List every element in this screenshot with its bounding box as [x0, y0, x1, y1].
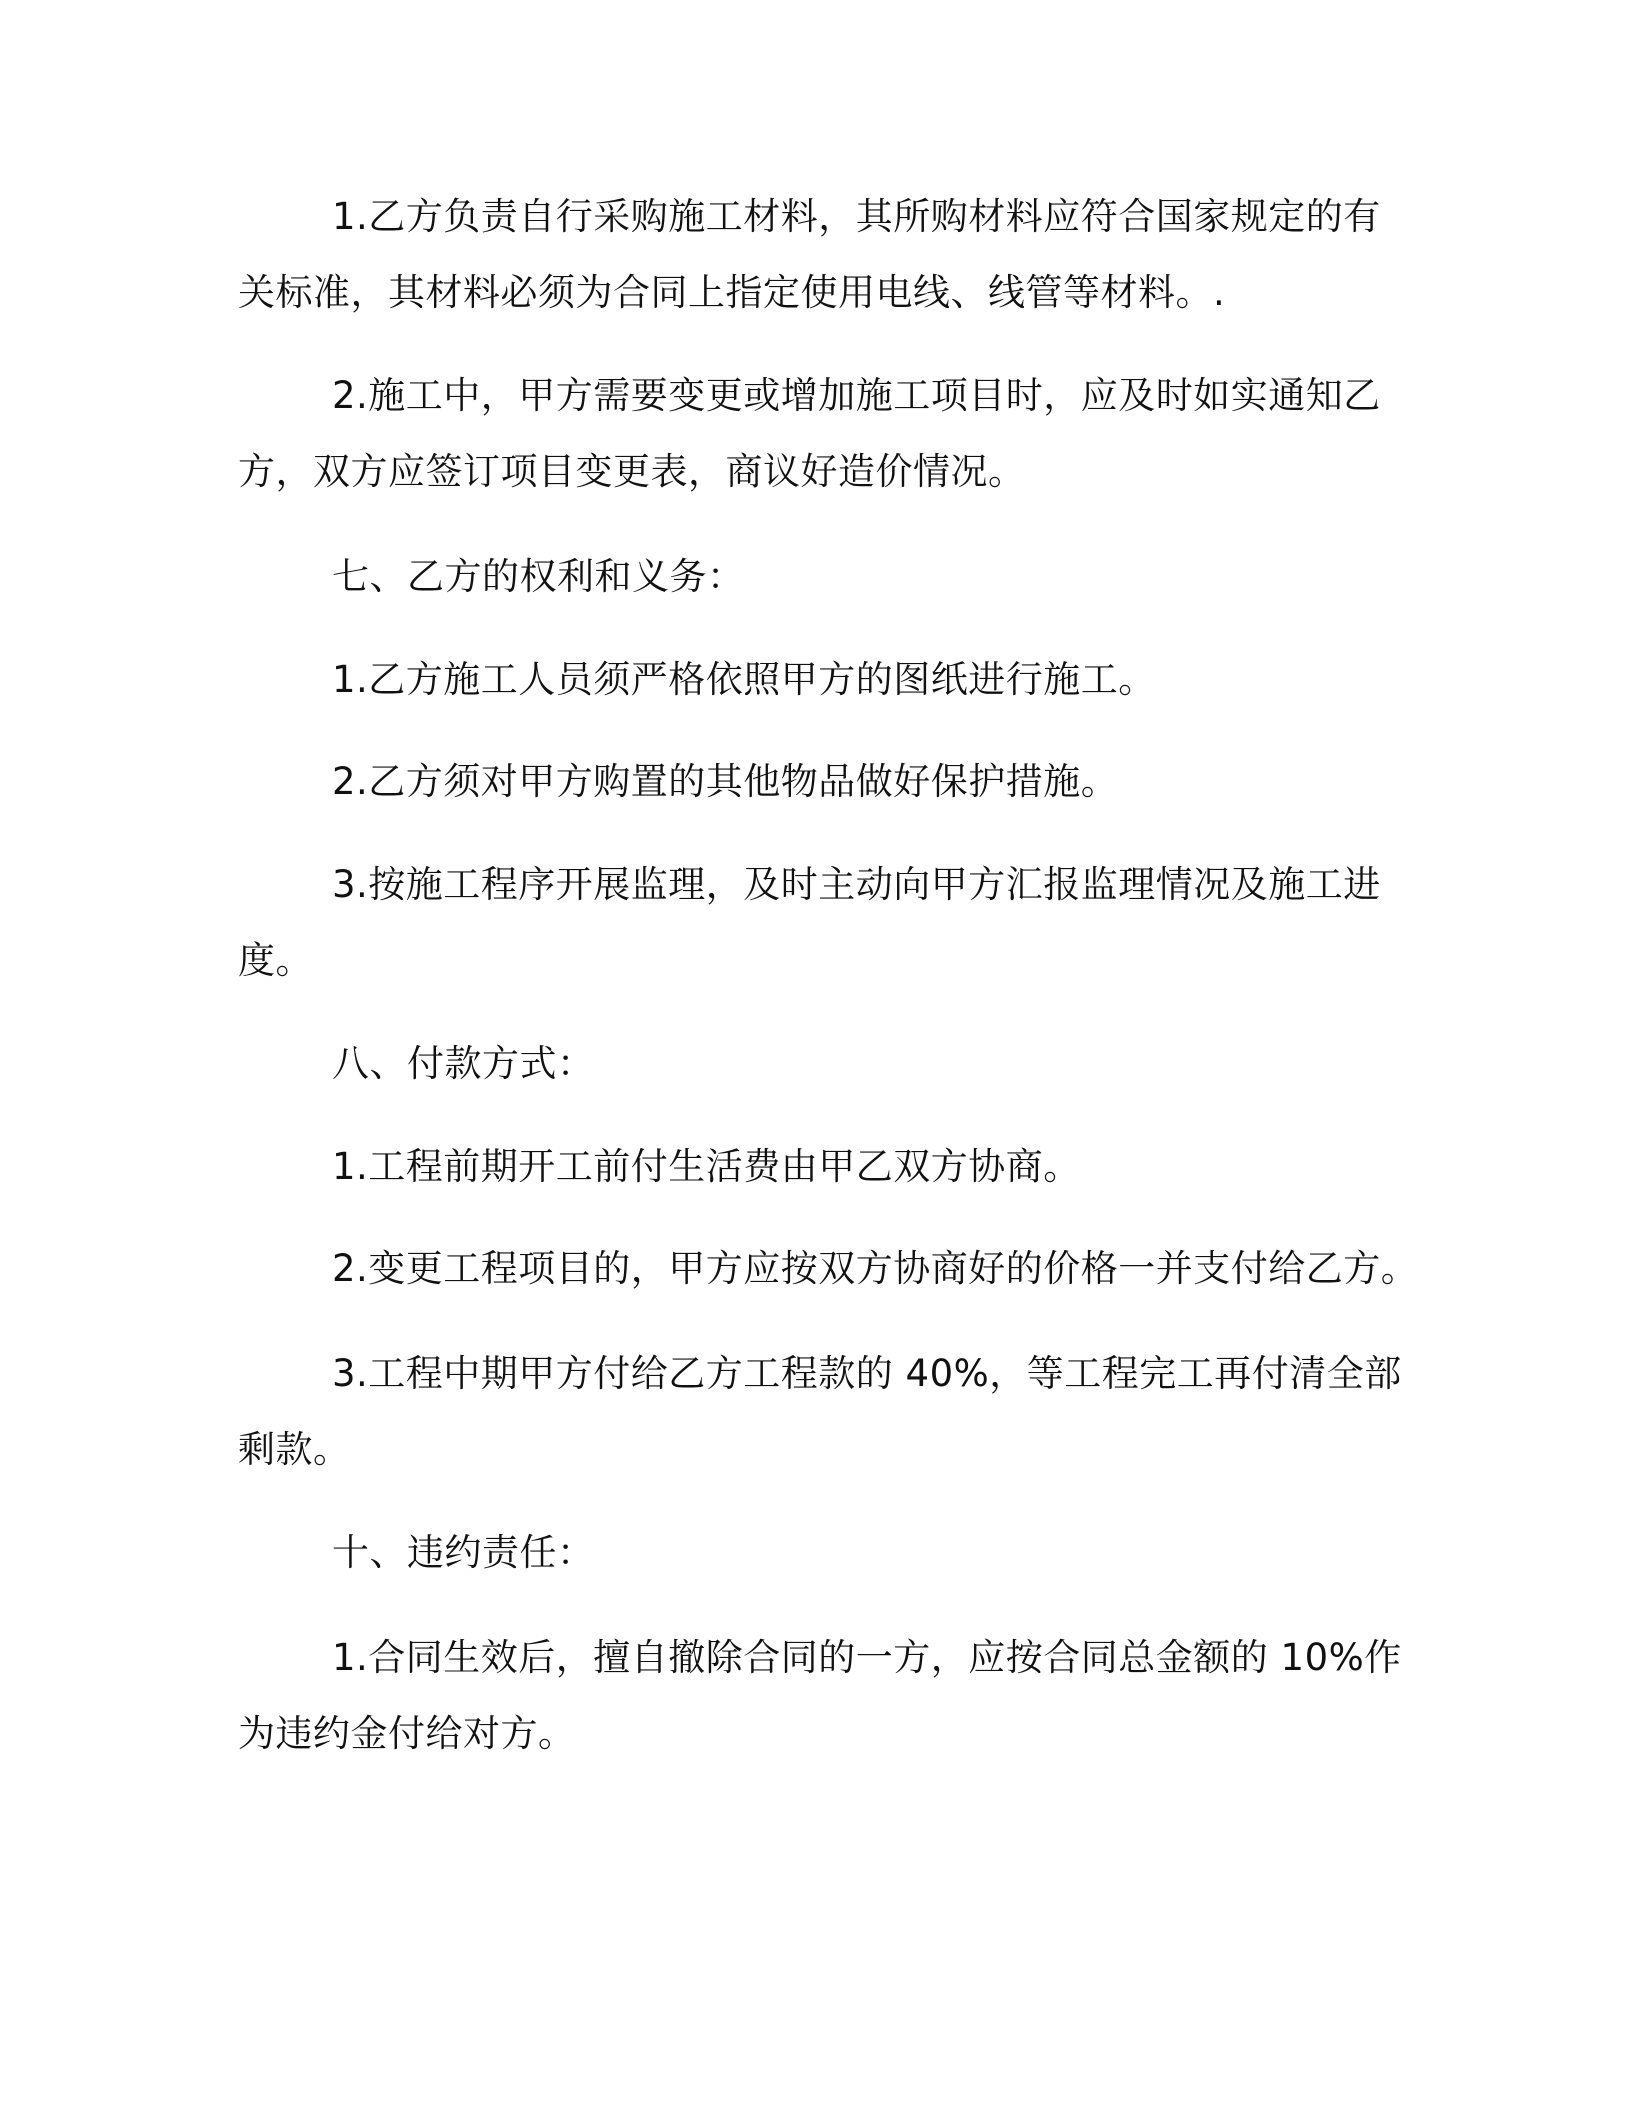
paragraph-7-line-1: 2.变更工程项目的，甲方应按双方协商好的价格一并支付给乙方。 — [332, 1247, 1419, 1290]
paragraph-9-line-2: 为违约金付给对方。 — [238, 1712, 576, 1755]
section-heading-8: 八、付款方式： — [332, 1042, 595, 1085]
paragraph-2-line-2: 方，双方应签订项目变更表，商议好造价情况。 — [238, 450, 1026, 493]
paragraph-4-line-1: 2.乙方须对甲方购置的其他物品做好保护措施。 — [332, 760, 1119, 803]
paragraph-8-line-1: 3.工程中期甲方付给乙方工程款的 40%，等工程完工再付清全部 — [332, 1352, 1402, 1395]
section-heading-7: 七、乙方的权利和义务： — [332, 555, 745, 598]
paragraph-9-line-1: 1.合同生效后，擅自撤除合同的一方，应按合同总金额的 10%作 — [332, 1636, 1402, 1679]
section-heading-10: 十、违约责任： — [332, 1531, 595, 1574]
paragraph-1-line-1: 1.乙方负责自行采购施工材料，其所购材料应符合国家规定的有 — [332, 195, 1381, 238]
paragraph-8-line-2: 剩款。 — [238, 1428, 351, 1471]
paragraph-5-line-2: 度。 — [238, 939, 313, 982]
paragraph-6-line-1: 1.工程前期开工前付生活费由甲乙双方协商。 — [332, 1145, 1081, 1188]
paragraph-5-line-1: 3.按施工程序开展监理，及时主动向甲方汇报监理情况及施工进 — [332, 863, 1381, 906]
paragraph-1-line-2: 关标准，其材料必须为合同上指定使用电线、线管等材料。. — [238, 271, 1226, 314]
paragraph-3-line-1: 1.乙方施工人员须严格依照甲方的图纸进行施工。 — [332, 658, 1156, 701]
paragraph-2-line-1: 2.施工中，甲方需要变更或增加施工项目时，应及时如实通知乙 — [332, 374, 1381, 417]
